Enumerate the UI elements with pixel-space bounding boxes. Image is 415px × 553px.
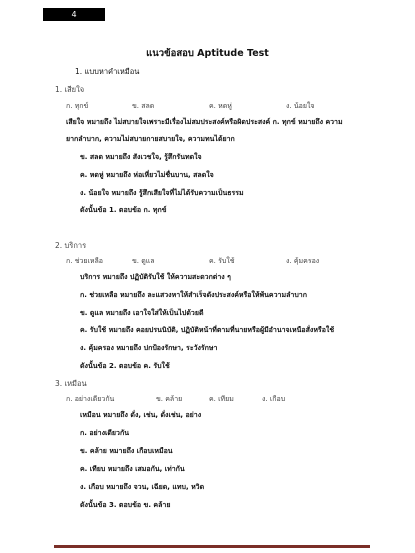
- q3-choice-a: ก. อย่างเดียวกัน: [66, 395, 115, 403]
- page-number-bar: [43, 8, 105, 21]
- q1-choice-b: ข. สลด: [132, 102, 155, 110]
- question-2-word: 2. บริการ: [55, 241, 87, 250]
- q2-explanation-line: บริการ หมายถึง ปฏิบัติรับใช้ ให้ความสะดวกต่าง ๆ: [80, 273, 231, 281]
- q1-explanation-line: เสียใจ หมายถึง ไม่สบายใจเพราะมีเรื่องไม่สมประสงค์หรือผิดประสงค์ ก. ทุกข์ หมายถึง ความ: [66, 118, 343, 126]
- q2-choice-b: ข. ดูแล: [132, 257, 155, 265]
- q3-choice-c: ค. เทียม: [209, 395, 234, 403]
- q3-choice-d: ง. เกือบ: [262, 395, 286, 403]
- q3-choice-b: ข. คล้าย: [156, 395, 183, 403]
- q3-explanation-line: ค. เทียบ หมายถึง เสมอกัน, เท่ากัน: [80, 465, 185, 473]
- footer-rule: [54, 545, 370, 548]
- q1-choice-a: ก. ทุกข์: [66, 102, 89, 110]
- q1-explanation-line: ง. น้อยใจ หมายถึง รู้สึกเสียใจที่ไม่ได้รับความเป็นธรรม: [80, 189, 244, 197]
- q1-choice-c: ค. หดหู่: [209, 102, 232, 110]
- q2-choice-a: ก. ช่วยเหลือ: [66, 257, 103, 265]
- question-1-word: 1. เสียใจ: [55, 85, 85, 94]
- question-3-word: 3. เหมือน: [55, 379, 87, 388]
- q3-explanation-line: ข. คล้าย หมายถึง เกือบเหมือน: [80, 447, 173, 455]
- q1-explanation-line: ยากลำบาก, ความไม่สบายกายสบายใจ, ความทนได้ยาก: [66, 135, 235, 143]
- document-title: แนวข้อสอบ Aptitude Test: [146, 48, 269, 59]
- q3-answer: ดังนั้นข้อ 3. ตอบข้อ ข. คล้าย: [80, 501, 171, 509]
- q1-choice-d: ง. น้อยใจ: [286, 102, 315, 110]
- q1-answer: ดังนั้นข้อ 1. ตอบข้อ ก. ทุกข์: [80, 206, 167, 214]
- q1-explanation-line: ค. หดหู่ หมายถึง ห่อเหี่ยวไม่ชื่นบาน, สลดใจ: [80, 171, 214, 179]
- q3-explanation-line: ก. อย่างเดียวกัน: [80, 429, 129, 437]
- page-number: 4: [71, 10, 77, 19]
- q2-choice-d: ง. คุ้มครอง: [286, 257, 320, 265]
- q1-explanation-line: ข. สลด หมายถึง สังเวชใจ, รู้สึกรันทดใจ: [80, 153, 202, 161]
- q2-explanation-line: ง. คุ้มครอง หมายถึง ปกป้องรักษา, ระวังรักษา: [80, 344, 218, 352]
- section-heading: 1. แบบหาคำเหมือน: [75, 67, 140, 76]
- q2-explanation-line: ค. รับใช้ หมายถึง คอยปรนนิบัติ, ปฏิบัติหน้าที่ตามที่นายหรือผู้มีอำนาจเหนือสั่งหรือใช้: [80, 326, 335, 334]
- q3-explanation-line: เหมือน หมายถึง ดั่ง, เช่น, ดั่งเช่น, อย่าง: [80, 411, 202, 419]
- q2-explanation-line: ข. ดูแล หมายถึง เอาใจใส่ให้เป็นไปด้วยดี: [80, 309, 204, 317]
- q2-answer: ดังนั้นข้อ 2. ตอบข้อ ค. รับใช้: [80, 362, 170, 370]
- q2-explanation-line: ก. ช่วยเหลือ หมายถึง ละแสวงหาให้สำเร็จดังประสงค์หรือให้พ้นความลำบาก: [80, 291, 307, 299]
- q3-explanation-line: ง. เกือบ หมายถึง จวน, เฉียด, แทบ, หวิด: [80, 483, 205, 491]
- q2-choice-c: ค. รับใช้: [209, 257, 235, 265]
